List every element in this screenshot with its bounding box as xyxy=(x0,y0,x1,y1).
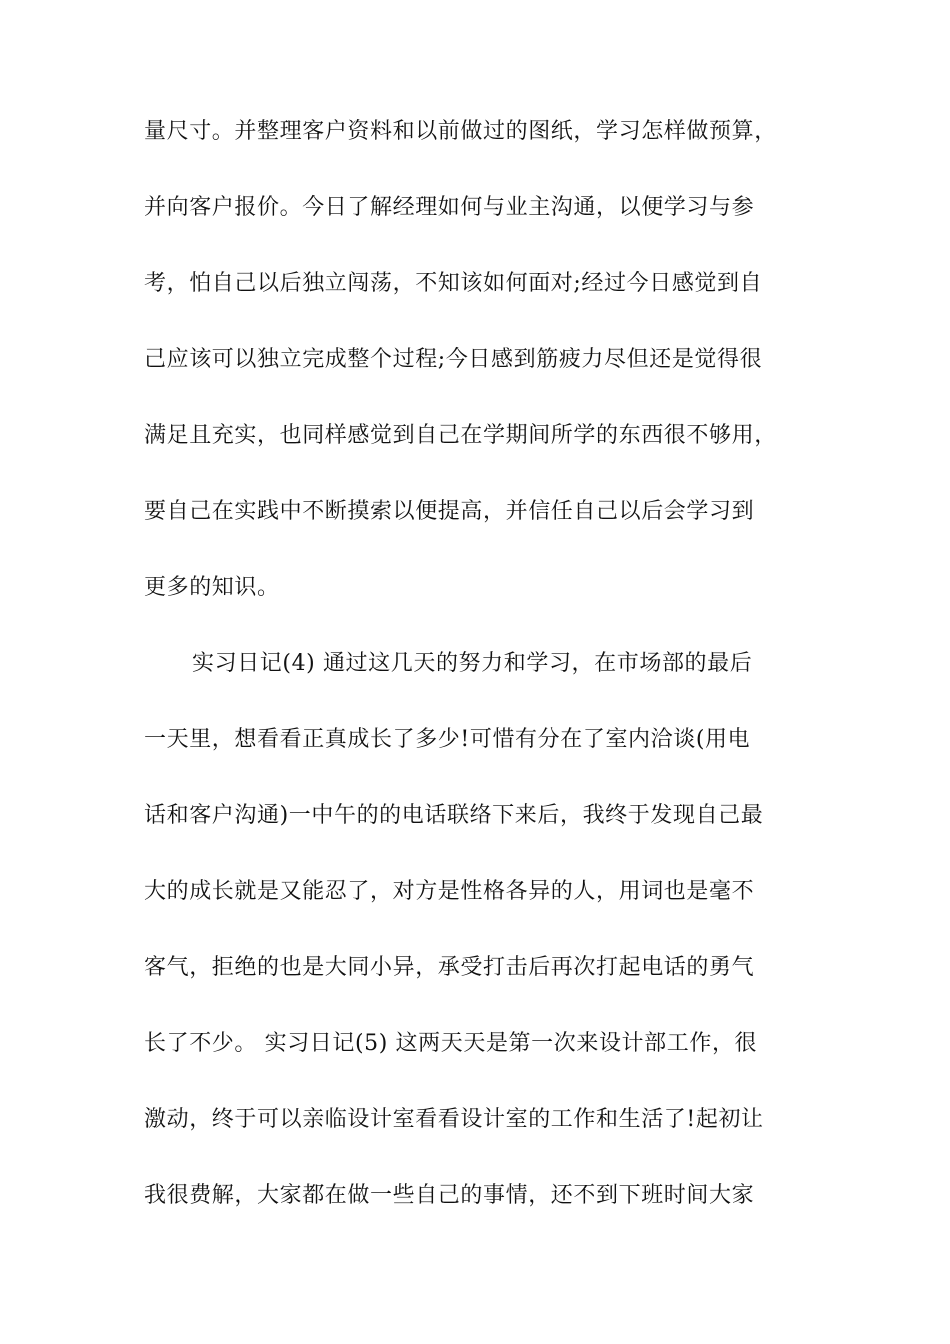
text-line: 要自己在实践中不断摸索以便提高，并信任自己以后会学习到 xyxy=(144,499,755,524)
text-line: 己应该可以独立完成整个过程;今日感到筋疲力尽但还是觉得很 xyxy=(144,347,763,372)
paragraph-start-line: 实习日记(4) 通过这几天的努力和学习，在市场部的最后 xyxy=(192,651,753,676)
text-line: 激动，终于可以亲临设计室看看设计室的工作和生活了!起初让 xyxy=(144,1107,764,1132)
text-line: 长了不少。 实习日记(5) 这两天天是第一次来设计部工作，很 xyxy=(144,1031,758,1056)
text-line: 我很费解，大家都在做一些自己的事情，还不到下班时间大家 xyxy=(144,1183,755,1208)
text-line: 更多的知识。 xyxy=(144,575,280,600)
text-line: 量尺寸。并整理客户资料和以前做过的图纸，学习怎样做预算， xyxy=(144,119,777,144)
text-line: 话和客户沟通)一中午的的电话联络下来后，我终于发现自己最 xyxy=(144,803,764,828)
diary-text-block xyxy=(144,110,814,1250)
text-line: 满足且充实，也同样感觉到自己在学期间所学的东西很不够用， xyxy=(144,423,777,448)
text-line: 一天里，想看看正真成长了多少!可惜有分在了室内洽谈(用电 xyxy=(144,727,751,752)
text-line: 考，怕自己以后独立闯荡，不知该如何面对;经过今日感觉到自 xyxy=(144,271,763,296)
text-line: 客气，拒绝的也是大同小异，承受打击后再次打起电话的勇气 xyxy=(144,955,755,980)
text-line: 大的成长就是又能忍了，对方是性格各异的人，用词也是毫不 xyxy=(144,879,755,904)
text-line: 并向客户报价。今日了解经理如何与业主沟通，以便学习与参 xyxy=(144,195,755,220)
